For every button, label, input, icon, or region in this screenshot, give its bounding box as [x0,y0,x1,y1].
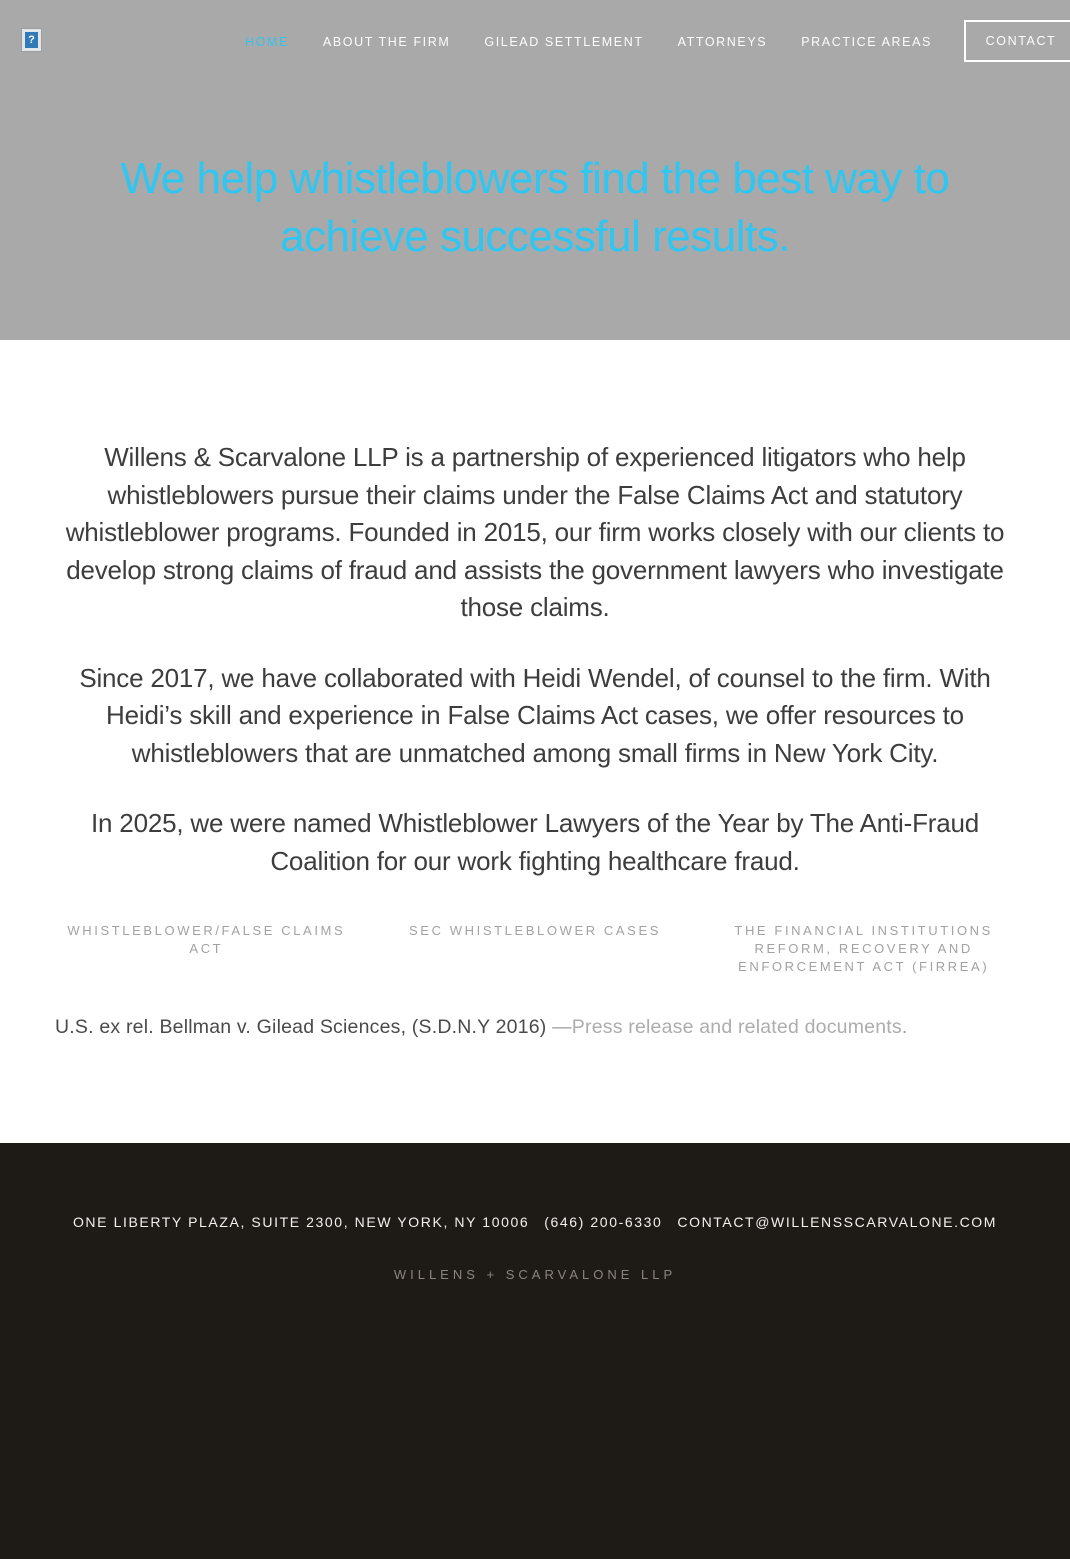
nav-links [245,0,932,84]
intro-paragraphs [55,439,1015,880]
nav-item-gilead-settlement[interactable]: GILEAD SETTLEMENT [484,35,644,49]
press-release-link[interactable]: Press release and related documents [571,1016,902,1038]
paragraph-firm-intro: Willens & Scarvalone LLP is a partnership of experienced litigators who help whistleblowers pursue their claims under the False Claims Act and statutory whistleblower programs. Founded in 2015, our firm works closely with our clients to develop strong claims of fraud and assists the government lawyers who investigate those claims. [65,442,1005,622]
main-section [0,340,1070,1143]
footer-contact-line [0,1214,1070,1230]
case-citation-dash: — [552,1016,572,1038]
nav-item-home[interactable]: HOME [244,35,289,49]
paragraph-award-2025: In 2025, we were named Whistleblower Lawyers of the Year by The Anti-Fraud Coalition for our work fighting healthcare fraud. [91,808,979,876]
nav-item-practice-areas[interactable]: PRACTICE AREAS [801,35,932,49]
broken-image-placeholder-icon[interactable]: ? [22,29,41,51]
contact-button[interactable]: CONTACT [964,20,1070,62]
case-citation-line [55,1016,1015,1039]
link-sec-whistleblower-cases[interactable]: SEC WHISTLEBLOWER CASES [409,923,661,938]
case-citation-text: U.S. ex rel. Bellman v. Gilead Sciences, (S.D.N.Y 2016) [55,1016,553,1038]
link-whistleblower-false-claims-act[interactable]: WHISTLEBLOWER/FALSE CLAIMS ACT [67,923,346,956]
footer-section [0,1143,1070,1559]
nav-item-attorneys[interactable]: ATTORNEYS [677,35,768,49]
paragraph-heidi-wendel: Since 2017, we have collaborated with Heidi Wendel, of counsel to the firm. With Heidi’s skill and experience in False Claims Act cases, we offer resources to whistleblowers that are unmatched among small firms in New York City. [79,662,991,768]
hero-heading-line1: We help whistleblowers find the best way to [120,154,950,203]
link-firrea[interactable]: THE FINANCIAL INSTITUTIONS REFORM, RECOVERY AND ENFORCEMENT ACT (FIRREA) [734,923,993,974]
footer-phone[interactable]: (646) 200-6330 [544,1214,663,1230]
nav-item-about-the-firm[interactable]: ABOUT THE FIRM [322,35,451,49]
footer-address: ONE LIBERTY PLAZA, SUITE 2300, NEW YORK, NY 10006 [72,1214,530,1230]
case-citation-period: . [901,1016,908,1038]
top-navigation [0,0,1070,84]
header-hero-section [0,0,1070,340]
practice-area-links [55,922,1015,976]
footer-firm-name: WILLENS + SCARVALONE LLP [393,1267,677,1282]
hero-heading-line2: achieve successful results. [280,212,790,261]
footer-email-link[interactable]: CONTACT@WILLENSSCARVALONE.COM [677,1214,998,1230]
